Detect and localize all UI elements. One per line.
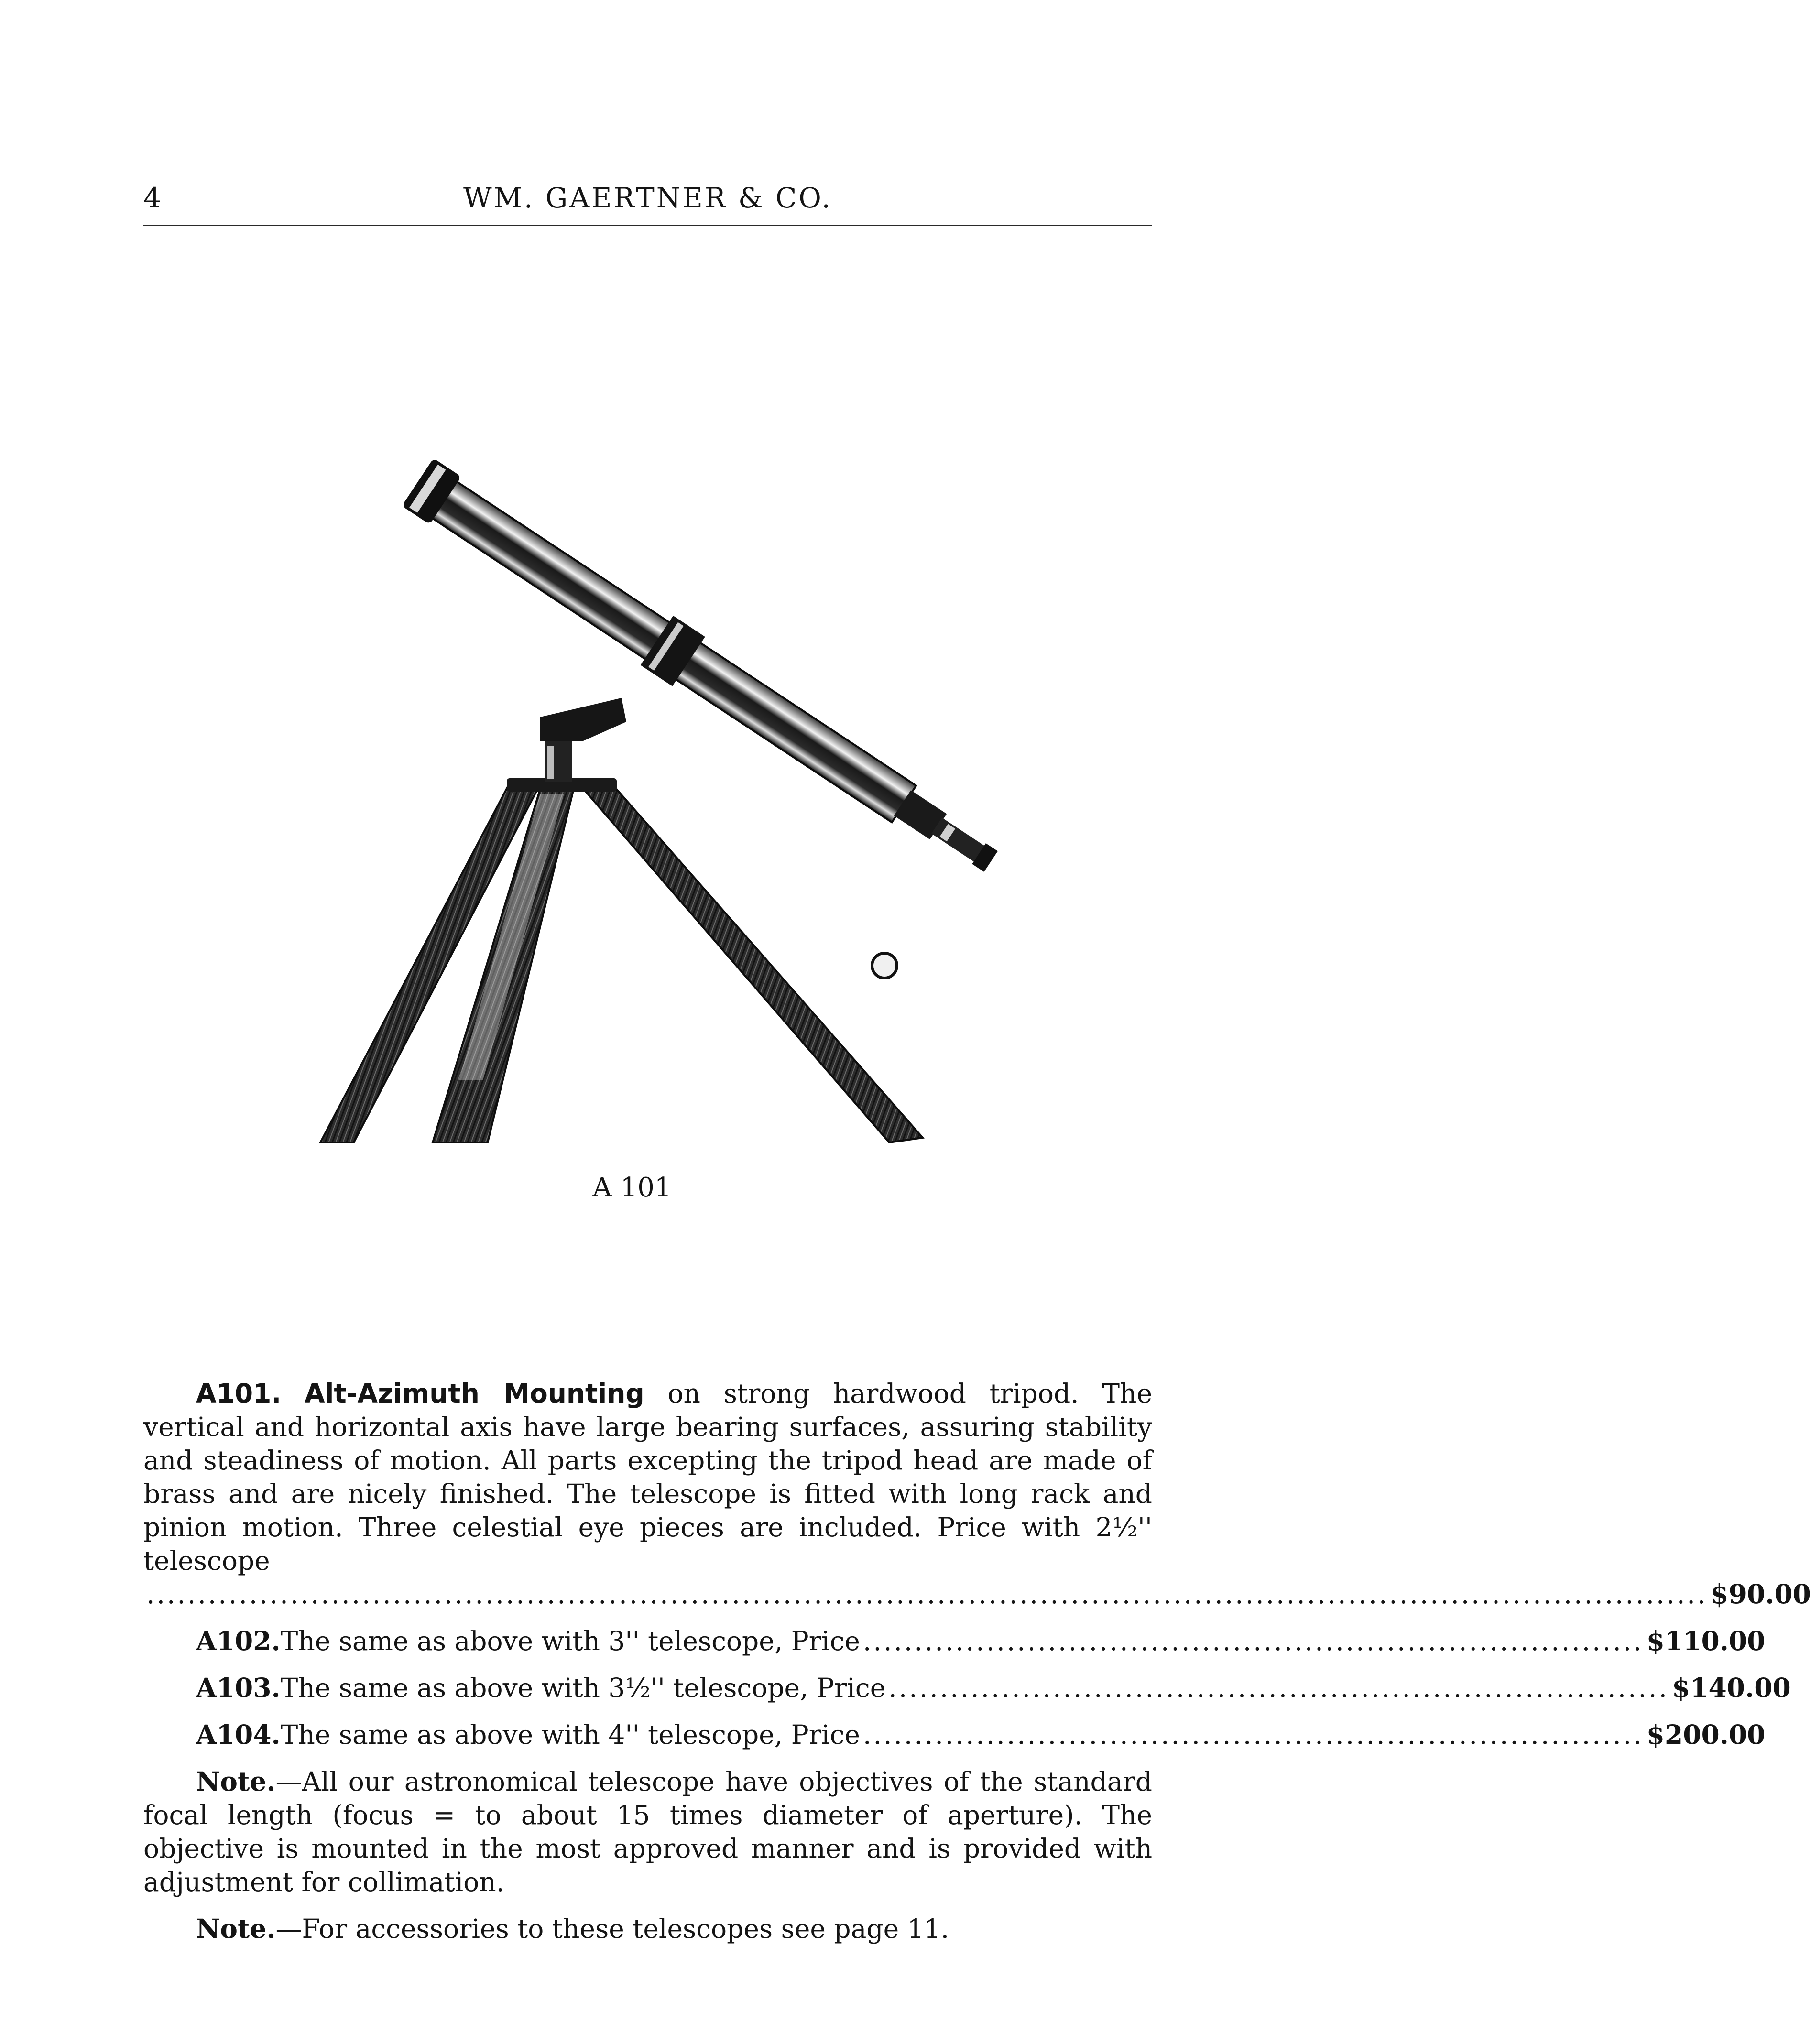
running-head [143, 182, 1152, 225]
item-price: $140.00 [1672, 1672, 1791, 1703]
intro-price-line [143, 1577, 1811, 1611]
product-heading: Alt-Azimuth Mounting [304, 1378, 644, 1409]
catalog-text [143, 1377, 1811, 1946]
header-rule [143, 225, 1152, 226]
item-description: The same as above with 3½'' telescope, Price [280, 1673, 886, 1703]
item-description: The same as above with 4'' telescope, Price [280, 1719, 860, 1750]
leader-dots: ............................................................................ [888, 1673, 1669, 1703]
leader-dots: ............................................................................ [862, 1719, 1644, 1750]
leader-dots: ........................................................................................................................................................ [146, 1579, 1708, 1609]
running-title: WM. GAERTNER & CO. [463, 182, 832, 214]
item-code: A104. [196, 1719, 281, 1750]
price-row [143, 1718, 1766, 1751]
product-code: A101. [196, 1378, 282, 1409]
figure-caption: A 101 [592, 1172, 672, 1203]
note-text: —For accessories to these telescopes see page 11. [275, 1914, 949, 1944]
leader-dots: ............................................................................ [862, 1626, 1644, 1656]
item-description: The same as above with 3'' telescope, Price [280, 1626, 860, 1656]
item-code: A102. [196, 1625, 281, 1656]
price-row [143, 1671, 1791, 1705]
telescope-illustration [316, 411, 985, 1157]
item-price: $110.00 [1646, 1625, 1766, 1656]
note-label: Note. [196, 1766, 276, 1797]
price-row [143, 1624, 1766, 1658]
product-description [143, 1377, 1152, 1577]
note-label: Note. [196, 1913, 276, 1944]
intro-price: $90.00 [1710, 1578, 1811, 1609]
note-text: —All our astronomical telescope have objectives of the standard focal length (focus = to about 15 times diameter of aperture). The objective is mounted in the most approved manner and is provided with adjustment for collimation. [143, 1766, 1152, 1897]
item-code: A103. [196, 1672, 281, 1703]
page-number: 4 [143, 182, 161, 214]
item-price: $200.00 [1646, 1719, 1766, 1750]
product-description-text: on strong hardwood tripod. The vertical and horizontal axis have large bearing surfaces, assuring stability and steadiness of motion. All parts excepting the tripod head are made of brass and are nicely finished. The telescope is fitted with long rack and pinion motion. Three celestial eye pieces are included. Price with 2½'' telescope [143, 1378, 1153, 1576]
note-objectives [143, 1765, 1152, 1899]
note-accessories [143, 1912, 1152, 1946]
